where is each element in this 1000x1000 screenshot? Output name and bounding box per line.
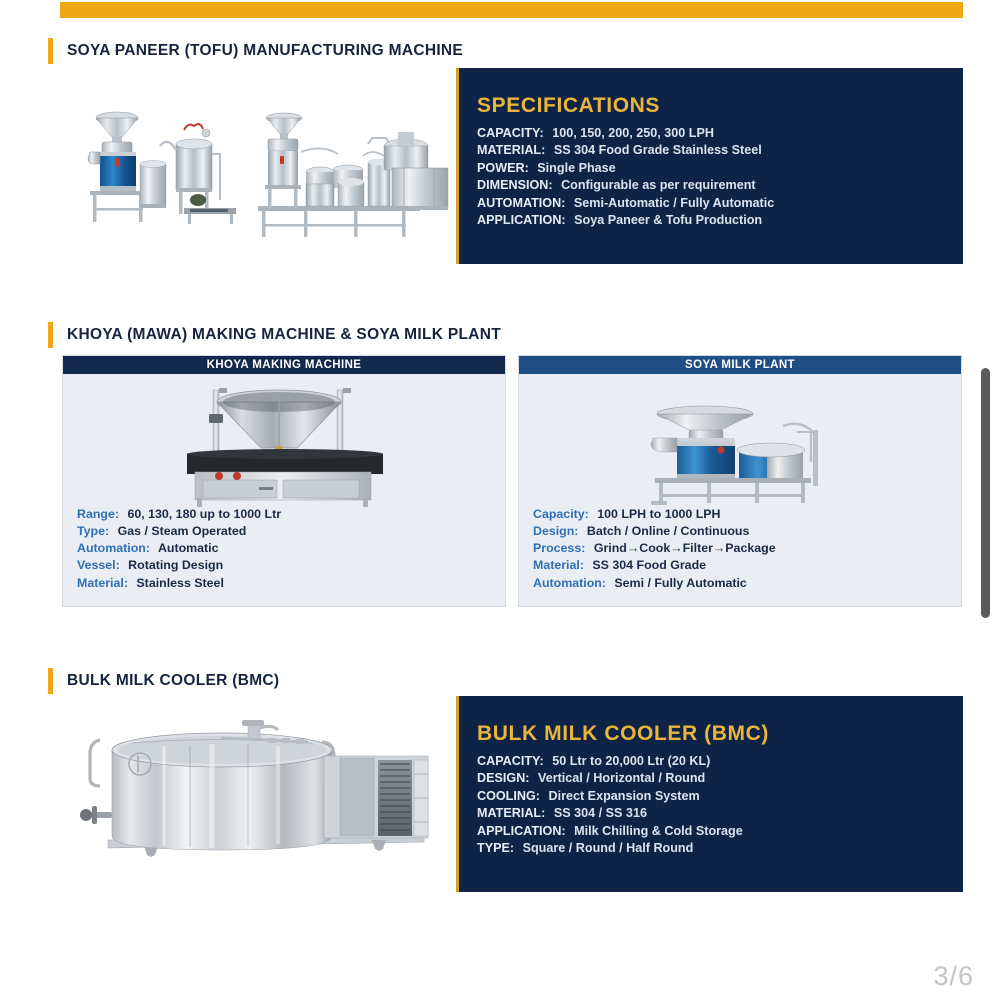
- section-heading-soya-paneer: [48, 38, 463, 64]
- spec-label: DIMENSION:: [477, 178, 553, 193]
- section-title-text: SOYA PANEER (TOFU) MANUFACTURING MACHINE: [67, 42, 464, 59]
- spec-value: Automatic: [157, 541, 219, 556]
- spec-label: Design:: [533, 523, 579, 538]
- spec-row: [77, 557, 281, 574]
- spec-row: [533, 523, 776, 540]
- spec-label: Capacity:: [533, 506, 589, 521]
- soya-milk-spec-list: [533, 506, 776, 592]
- spec-label: Range:: [77, 506, 119, 521]
- khoya-making-machine-card: [62, 355, 506, 607]
- spec-row: [77, 523, 281, 540]
- spec-value: SS 304 Food Grade: [592, 558, 707, 573]
- khoya-card-header: KHOYA MAKING MACHINE: [63, 356, 505, 374]
- spec-label: Material:: [533, 558, 584, 573]
- spec-value: Stainless Steel: [136, 575, 224, 590]
- spec-row: [477, 195, 963, 212]
- spec-label: Process:: [533, 541, 586, 556]
- spec-label: MATERIAL:: [477, 143, 546, 158]
- section-heading-bulk-milk-cooler: [48, 668, 279, 694]
- khoya-card-body: [63, 374, 505, 606]
- spec-label: Vessel:: [77, 558, 120, 573]
- soya-milk-plant-photo: [631, 402, 843, 506]
- soya-milk-card-header: SOYA MILK PLANT: [519, 356, 961, 374]
- accent-bar: [48, 38, 53, 64]
- spec-label: MATERIAL:: [477, 806, 546, 821]
- spec-label: APPLICATION:: [477, 823, 566, 838]
- spec-row: [477, 160, 963, 177]
- spec-label: CAPACITY:: [477, 126, 544, 140]
- spec-row: [477, 125, 963, 142]
- spec-label: Automation:: [533, 575, 606, 590]
- spec-row: [77, 540, 281, 557]
- spec-row: [77, 506, 281, 523]
- spec-value: Direct Expansion System: [548, 788, 700, 803]
- spec-label: APPLICATION:: [477, 213, 566, 228]
- spec-value: 60, 130, 180 up to 1000 Ltr: [127, 506, 282, 521]
- spec-value: Grind→Cook→Filter→Package: [593, 541, 776, 556]
- spec-label: Automation:: [77, 541, 150, 556]
- spec-row: [477, 177, 963, 194]
- spec-label: DESIGN:: [477, 771, 530, 786]
- spec-row: [533, 506, 776, 523]
- soya-paneer-spec-panel: [456, 68, 963, 264]
- spec-value: Configurable as per requirement: [561, 178, 756, 193]
- section-title-text: BULK MILK COOLER (BMC): [67, 672, 280, 689]
- spec-row: [533, 557, 776, 574]
- spec-value: Semi / Fully Automatic: [614, 575, 747, 590]
- spec-row: [477, 788, 963, 805]
- spec-label: Type:: [77, 523, 110, 538]
- vertical-scrollbar-thumb[interactable]: [981, 368, 990, 618]
- accent-bar: [48, 668, 53, 694]
- spec-value: 50 Ltr to 20,000 Ltr (20 KL): [552, 754, 711, 768]
- spec-row: [477, 805, 963, 822]
- khoya-spec-list: [77, 506, 281, 592]
- spec-value: Semi-Automatic / Fully Automatic: [573, 195, 775, 210]
- section-heading-khoya-soya-milk: [48, 322, 501, 348]
- bulk-milk-cooler-spec-panel: [456, 696, 963, 892]
- spec-value: Milk Chilling & Cold Storage: [574, 823, 743, 838]
- khoya-making-machine-photo: [151, 386, 419, 508]
- soya-milk-plant-card: [518, 355, 962, 607]
- accent-bar: [48, 322, 53, 348]
- spec-value: SS 304 / SS 316: [553, 806, 647, 821]
- bulk-milk-cooler-photo: [72, 716, 452, 878]
- spec-label: TYPE:: [477, 841, 515, 856]
- spec-row: [477, 840, 963, 857]
- spec-value: Gas / Steam Operated: [117, 523, 247, 538]
- vertical-scrollbar-track[interactable]: [978, 360, 994, 626]
- spec-row: [533, 540, 776, 557]
- spec-row: [477, 142, 963, 159]
- spec-label: AUTOMATION:: [477, 195, 566, 210]
- spec-value: Vertical / Horizontal / Round: [537, 771, 706, 786]
- spec-row: [477, 753, 963, 770]
- panel-title: SPECIFICATIONS: [477, 94, 661, 117]
- section-title-text: KHOYA (MAWA) MAKING MACHINE & SOYA MILK PLANT: [67, 326, 502, 343]
- spec-value: Square / Round / Half Round: [522, 841, 694, 856]
- spec-row: [477, 212, 963, 229]
- top-gold-band: [60, 2, 963, 18]
- spec-row: [477, 770, 963, 787]
- spec-row: [77, 575, 281, 592]
- spec-value: 100 LPH to 1000 LPH: [597, 506, 721, 521]
- spec-value: Soya Paneer & Tofu Production: [574, 213, 763, 228]
- spec-label: COOLING:: [477, 788, 540, 803]
- spec-value: 100, 150, 200, 250, 300 LPH: [552, 126, 714, 140]
- spec-value: Batch / Online / Continuous: [586, 523, 750, 538]
- spec-row: [477, 823, 963, 840]
- spec-value: Single Phase: [537, 160, 616, 175]
- spec-value: Rotating Design: [128, 558, 224, 573]
- spec-label: Material:: [77, 575, 128, 590]
- page-indicator: 3/6: [933, 961, 974, 991]
- spec-label: POWER:: [477, 160, 529, 175]
- spec-row: [533, 575, 776, 592]
- soya-milk-card-body: [519, 374, 961, 606]
- spec-value: SS 304 Food Grade Stainless Steel: [553, 143, 762, 158]
- soya-paneer-machine-photo: [72, 96, 454, 246]
- panel-title: BULK MILK COOLER (BMC): [477, 722, 769, 745]
- spec-label: CAPACITY:: [477, 754, 544, 768]
